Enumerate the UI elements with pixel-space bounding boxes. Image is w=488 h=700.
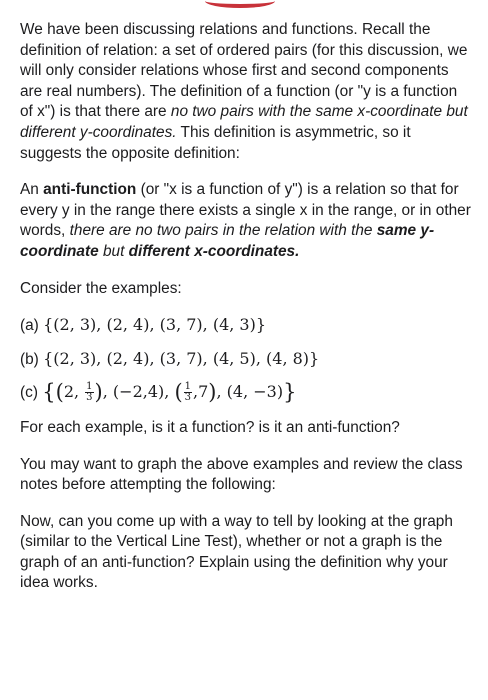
top-decorative-arc <box>205 0 275 8</box>
example-c-close-brace: } <box>283 380 297 405</box>
anti-text-1: (or "x is a function of y") is a relation so that for every y in the range there exists a single x in the range, or in other words, <box>20 181 471 240</box>
consider-text: Consider the examples: <box>20 279 182 297</box>
example-c-p4: (4, −3) <box>226 382 284 402</box>
example-c-open-brace: { <box>42 380 56 405</box>
intro-italic-definition: no two pairs with the same x-coordinate but different y-coordinates. <box>20 103 468 141</box>
anti-prefix: An <box>20 181 44 199</box>
intro-text-2: This definition is asymmetric, so it suggests the opposite definition: <box>20 123 411 162</box>
example-c-p3-denominator: 3 <box>184 392 192 404</box>
example-c-set <box>42 380 297 405</box>
example-c-p3-close: ) <box>208 380 217 405</box>
example-c-p3-rest: ,7 <box>193 382 209 402</box>
example-c-sep-2: , <box>164 382 175 402</box>
example-a <box>20 315 472 337</box>
example-c-p1-x: 2, <box>63 382 85 402</box>
intro-paragraph <box>20 20 472 164</box>
example-b-set: {(2, 3), (2, 4), (3, 7), (4, 5), (4, 8)} <box>43 348 320 368</box>
example-c <box>20 382 472 404</box>
example-a-label: (a) <box>20 317 39 335</box>
intro-text-1: We have been discussing relations and functions. Recall the definition of relation: a set of ordered pairs (for this discussion, we will only consider relations whose first and second components are real numbers). The definition of a function (or "y is a function of x") is that there are <box>20 21 468 121</box>
anti-bold-1: same y-coordinate <box>20 222 435 260</box>
example-c-p3-fraction <box>184 382 192 403</box>
example-c-p2: (−2,4) <box>112 382 165 402</box>
example-c-sep-3: , <box>216 382 227 402</box>
final-question-text: Now, can you come up with a way to tell by looking at the graph (similar to the Vertical Line Test), whether or not a graph is the graph of an anti-function? Explain using the definition why your idea works. <box>20 512 453 592</box>
example-c-p1-close: ) <box>94 380 103 405</box>
example-b <box>20 349 472 371</box>
example-c-p1-open: ( <box>55 380 64 405</box>
example-b-label: (b) <box>20 350 39 368</box>
anti-function-term: anti-function <box>43 181 137 199</box>
document-body <box>20 20 472 610</box>
example-c-sep-1: , <box>102 382 113 402</box>
graph-tip-text: You may want to graph the above examples and review the class notes before attempting the following: <box>20 455 463 494</box>
example-c-p3-open: ( <box>174 380 183 405</box>
example-a-set: {(2, 3), (2, 4), (3, 7), (4, 3)} <box>43 315 267 335</box>
anti-italic-1: there are no two pairs in the relation with the <box>69 222 377 240</box>
example-c-p3-numerator: 1 <box>184 381 192 393</box>
anti-italic-2: but <box>98 242 129 260</box>
anti-function-paragraph <box>20 180 472 262</box>
example-c-p1-numerator: 1 <box>86 381 93 393</box>
example-c-label: (c) <box>20 384 38 402</box>
example-c-p1-fraction <box>85 382 93 403</box>
example-c-p1-denominator: 3 <box>86 392 93 404</box>
question-text: For each example, is it a function? is it an anti-function? <box>20 418 400 436</box>
anti-bold-2: different x-coordinates. <box>128 242 300 260</box>
